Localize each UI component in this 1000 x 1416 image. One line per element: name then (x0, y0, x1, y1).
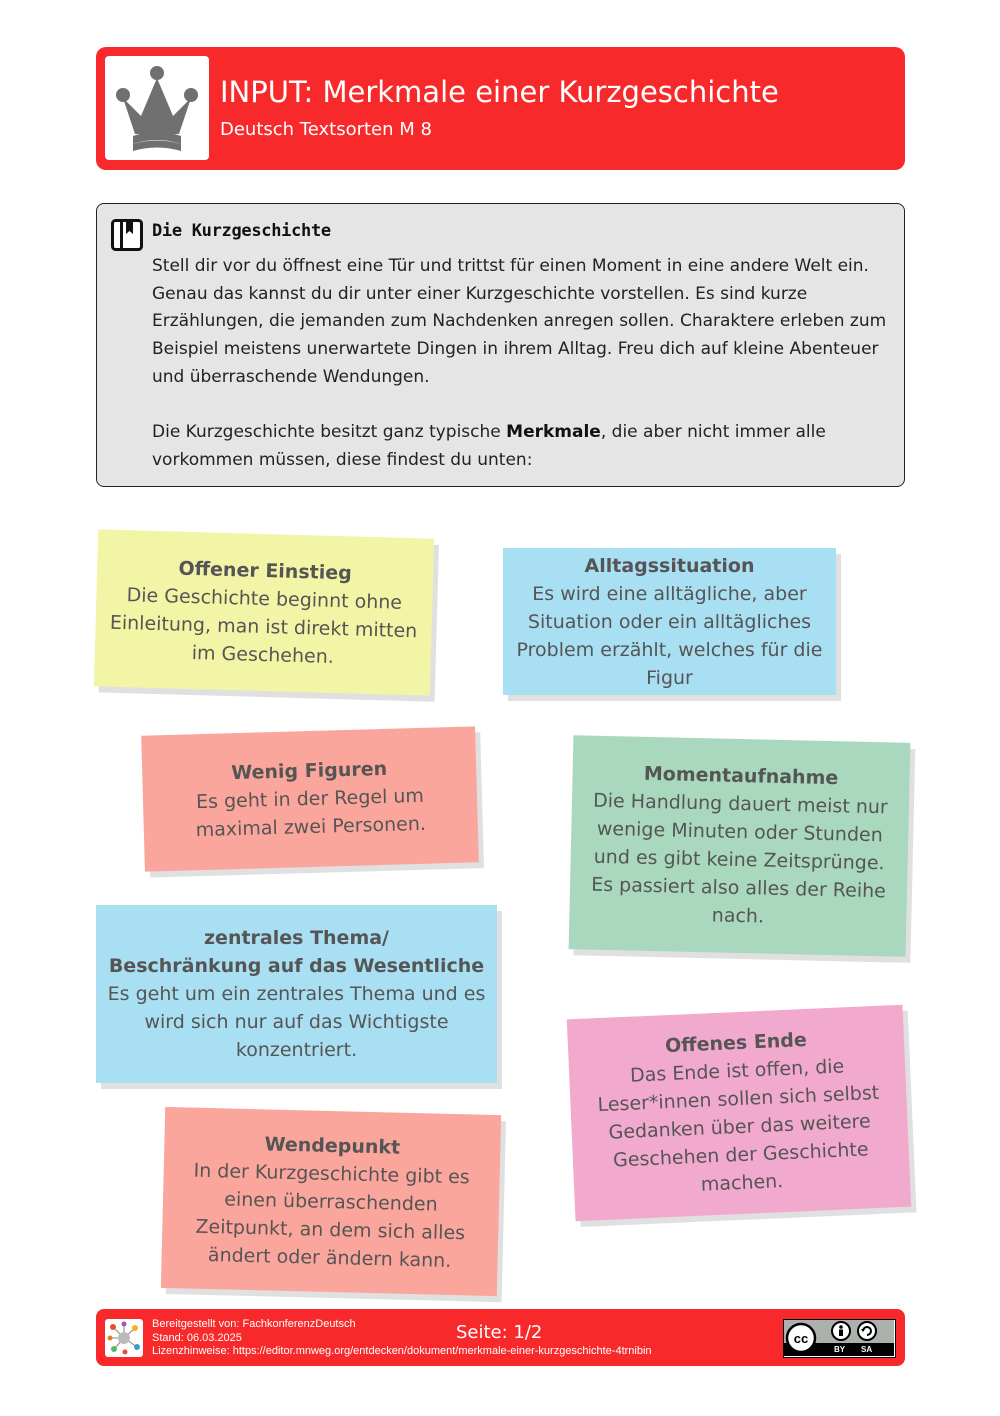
mnweg-logo-icon (105, 1319, 143, 1357)
cc-by-label: BY (834, 1345, 846, 1354)
card-text: Es geht in der Regel um maximal zwei Personen. (195, 784, 427, 842)
crown-logo (105, 56, 209, 160)
page-subtitle: Deutsch Textsorten M 8 (220, 119, 432, 140)
card-wenig-figuren (141, 726, 479, 871)
intro-paragraph-1: Stell dir vor du öffnest eine Tür und trittst für einen Moment in eine andere Welt ein. Genau das kannst du dir unter einer Kurzgeschichte vorstellen. Es sind kurze Erzählungen, die jemanden zum Nachdenken anregen sollen. Charaktere erleben zum Beispiel meistens unerwartete Dingen in ihrem Alltag. Freu dich auf kleine Abenteuer und überraschende Wendungen. (152, 256, 887, 387)
page-title: INPUT: Merkmale einer Kurzgeschichte (220, 75, 779, 109)
crown-icon (113, 64, 201, 152)
card-alltagssituation (503, 548, 836, 695)
card-title-line-2: Beschränkung auf das Wesentliche (108, 955, 485, 977)
card-text: Es geht um ein zentrales Thema und es wird sich nur auf das Wichtigste konzentriert. (107, 983, 486, 1061)
intro-heading: Die Kurzgeschichte (152, 221, 331, 241)
intro-body (152, 253, 892, 475)
cc-sa-label: SA (861, 1345, 873, 1354)
card-momentaufnahme (569, 735, 911, 957)
card-text: Die Geschichte beginnt ohne Einleitung, man ist direkt mitten im Geschehen. (109, 583, 418, 668)
card-zentrales-thema (96, 905, 497, 1083)
intro-keyword: Merkmale (506, 422, 601, 443)
footer-license-link[interactable]: Lizenzhinweise: https://editor.mnweg.org/entdecken/dokument/merkmale-einer-kurzgeschichte-4trnibin (152, 1345, 652, 1357)
card-text: Es wird eine alltägliche, aber Situation oder ein alltägliches Problem erzählt, welches für die Figur (516, 582, 823, 689)
card-title: Offener Einstieg (178, 557, 353, 584)
book-icon (111, 219, 143, 251)
card-text: Die Handlung dauert meist nur wenige Minuten oder Stunden und es gibt keine Zeitsprünge. Es passiert also alles der Reihe nach. (590, 789, 888, 928)
card-offenes-ende (567, 1005, 911, 1221)
card-text: Das Ende ist offen, die Leser*innen sollen sich selbst Gedanken über das weitere Geschehen der Geschichte machen. (597, 1055, 880, 1196)
card-title: Wendepunkt (264, 1132, 401, 1159)
page-number: Seite: 1/2 (456, 1322, 543, 1343)
mnweg-logo (105, 1319, 143, 1357)
footer-date: Stand: 06.03.2025 (152, 1331, 242, 1344)
footer-banner (96, 1309, 905, 1366)
card-title: Wenig Figuren (231, 757, 388, 785)
card-title: Offenes Ende (664, 1028, 808, 1058)
svg-text:cc: cc (793, 1331, 809, 1346)
card-wendepunkt (161, 1107, 501, 1296)
intro-paragraph-2 (152, 419, 892, 474)
header-banner (96, 47, 905, 170)
card-offener-einstieg (94, 529, 434, 695)
cc-by-sa-badge[interactable] (783, 1319, 896, 1358)
card-title: Alltagssituation (584, 554, 755, 577)
intro-box (96, 203, 905, 487)
card-title-line-1: zentrales Thema/ (204, 927, 389, 949)
intro-paragraph-2-start: Die Kurzgeschichte besitzt ganz typische (152, 422, 507, 443)
card-text: In der Kurzgeschichte gibt es einen überraschenden Zeitpunkt, an dem sich alles ändert oder ändern kann. (193, 1159, 471, 1272)
card-title: Momentaufnahme (643, 762, 839, 790)
footer-meta (152, 1318, 652, 1359)
footer-provided-by: Bereitgestellt von: FachkonferenzDeutsch (152, 1318, 356, 1330)
intro-paragraph-2-end: , die aber nicht immer alle vorkommen müssen, diese findest du unten: (152, 422, 826, 470)
